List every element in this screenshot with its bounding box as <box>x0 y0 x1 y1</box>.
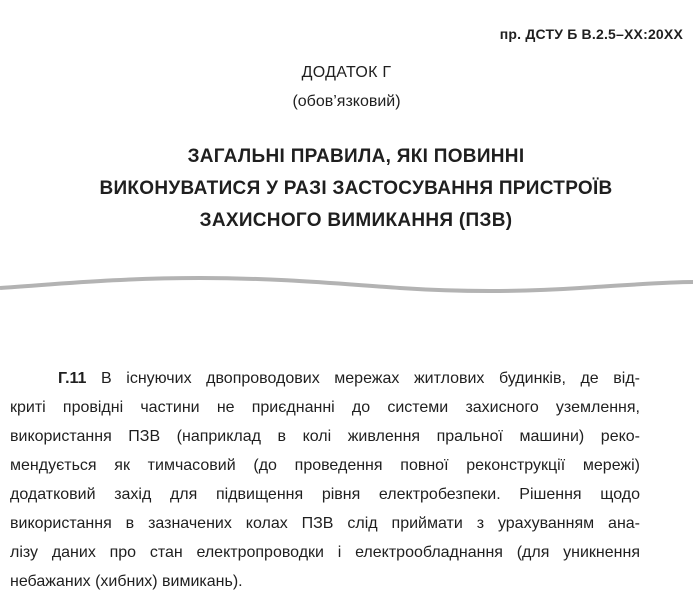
paragraph-line: лізу даних про стан електропроводки і електрообладнання (для уникнення <box>10 544 640 561</box>
paragraph-line: використання ПЗВ (наприклад в колі живлення пральної машини) реко- <box>10 428 640 445</box>
document-code: пр. ДСТУ Б В.2.5–ХХ:20ХХ <box>499 26 683 42</box>
line-text: В існуючих двопроводових мережах житлових будинків, де від- <box>86 370 640 387</box>
paragraph-line: небажаних (хибних) вимикань). <box>10 573 243 590</box>
clause-number: Г.11 <box>58 370 87 387</box>
title-line: ЗАГАЛЬНІ ПРАВИЛА, ЯКІ ПОВИННІ <box>187 146 525 167</box>
clause-paragraph <box>10 364 640 596</box>
appendix-status: (обов’язковий) <box>292 93 401 110</box>
paragraph-line: додатковий захід для підвищення рівня електробезпеки. Рішення щодо <box>10 486 640 503</box>
paragraph-line: мендується як тимчасовий (до проведення повної реконструкції мережі) <box>10 457 640 474</box>
title-line: ВИКОНУВАТИСЯ У РАЗІ ЗАСТОСУВАННЯ ПРИСТРОЇВ <box>99 178 613 199</box>
paragraph-line <box>10 364 640 393</box>
wave-line <box>0 278 693 291</box>
appendix-label: ДОДАТОК Г <box>301 64 392 81</box>
appendix-title <box>0 141 693 237</box>
paragraph-line: використання в зазначених колах ПЗВ слід приймати з урахуванням ана- <box>10 515 640 532</box>
page-break-wave <box>0 270 693 310</box>
title-line: ЗАХИСНОГО ВИМИКАННЯ (ПЗВ) <box>199 210 513 231</box>
paragraph-line: криті провідні частини не приєднанні до системи захисного уземлення, <box>10 399 640 416</box>
